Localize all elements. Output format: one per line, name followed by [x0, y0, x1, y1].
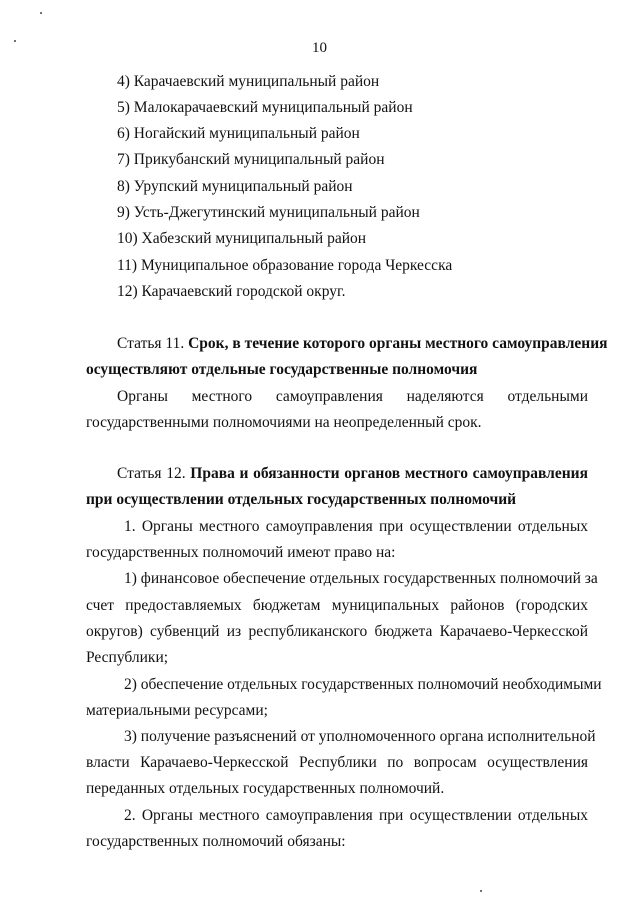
- list-item: 11) Муниципальное образование города Черкесска: [117, 257, 453, 274]
- scan-speck: [40, 12, 42, 14]
- article-12-item-1-cont: счет предоставляемых бюджетам муниципальных районов (городских: [86, 597, 588, 614]
- article-11-body: Органы местного самоуправления наделяются отдельными: [117, 388, 588, 405]
- article-12-paragraph-1-cont: государственных полномочий имеют право на:: [86, 544, 396, 561]
- article-12-item-1-cont: округов) субвенций из республиканского бюджета Карачаево-Черкесской: [86, 623, 588, 640]
- article-12-heading: [117, 464, 588, 483]
- list-item: 10) Хабезский муниципальный район: [117, 230, 367, 247]
- article-12-title-cont: при осуществлении отдельных государственных полномочий: [86, 491, 517, 508]
- article-12-paragraph-2: 2. Органы местного самоуправления при осуществлении отдельных: [124, 807, 588, 824]
- scan-speck: [480, 890, 482, 892]
- article-12-item-2-cont: материальными ресурсами;: [86, 702, 268, 719]
- article-11-prefix: Статья 11.: [117, 335, 189, 352]
- article-11-heading-cont: [86, 360, 588, 379]
- article-12-title: Права и обязанности органов местного самоуправления: [190, 465, 588, 482]
- article-12-item-1-cont: Республики;: [86, 649, 169, 666]
- list-item: 12) Карачаевский городской округ.: [117, 283, 346, 300]
- list-item: 9) Усть-Джегутинский муниципальный район: [117, 204, 420, 221]
- article-12-item-3: 3) получение разъяснений от уполномоченного органа исполнительной: [124, 728, 596, 745]
- article-12-item-3-cont: переданных отдельных государственных полномочий.: [86, 780, 445, 797]
- article-12-prefix: Статья 12.: [117, 465, 191, 482]
- list-item: 8) Урупский муниципальный район: [117, 178, 353, 195]
- list-item: 6) Ногайский муниципальный район: [117, 125, 360, 142]
- article-11-title-cont: осуществляют отдельные государственные полномочия: [86, 361, 478, 378]
- list-item: 5) Малокарачаевский муниципальный район: [117, 99, 413, 116]
- article-11-title: Срок, в течение которого органы местного самоуправления: [188, 335, 608, 352]
- article-11-heading: [117, 334, 608, 353]
- article-12-item-3-cont: власти Карачаево-Черкесской Республики по вопросам осуществления: [86, 754, 588, 771]
- article-11-body-cont: государственными полномочиями на неопределенный срок.: [86, 414, 482, 431]
- article-12-paragraph-2-cont: государственных полномочий обязаны:: [86, 833, 346, 850]
- article-12-item-1: 1) финансовое обеспечение отдельных государственных полномочий за: [124, 570, 598, 587]
- list-item: 4) Карачаевский муниципальный район: [117, 73, 380, 90]
- list-item: 7) Прикубанский муниципальный район: [117, 151, 385, 168]
- article-12-item-2: 2) обеспечение отдельных государственных полномочий необходимыми: [124, 676, 602, 693]
- article-12-heading-cont: [86, 490, 588, 509]
- page-number: 10: [312, 40, 327, 56]
- article-12-paragraph-1: 1. Органы местного самоуправления при осуществлении отдельных: [124, 518, 588, 535]
